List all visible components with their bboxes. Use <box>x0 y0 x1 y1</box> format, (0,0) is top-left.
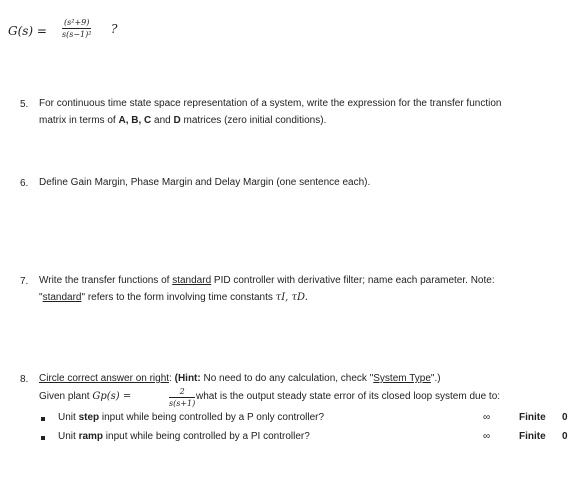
transfer-function-lhs: G(s) = <box>8 24 47 38</box>
bullet-bold-ramp: ramp <box>78 431 104 442</box>
q7-text-part: Write the transfer functions of <box>39 275 173 286</box>
bullet-text: input while being controlled by a PI controller? <box>103 431 310 442</box>
question-number: 6. <box>20 178 29 189</box>
q8-bullet-ramp <box>58 431 310 442</box>
answer-finite[interactable]: Finite <box>519 412 546 423</box>
answer-infinity[interactable]: ∞ <box>483 431 491 442</box>
question-7-text <box>39 272 495 306</box>
bullet-text: Unit <box>58 412 79 423</box>
q5-text-part: matrix in terms of <box>39 115 119 126</box>
answer-finite[interactable]: Finite <box>519 431 546 442</box>
answer-infinity[interactable]: ∞ <box>483 412 491 423</box>
q5-matrix-d: D <box>173 115 181 126</box>
q8-plant-label: Gp(s) = <box>92 391 132 402</box>
q7-time-constants: τI, τD. <box>275 292 308 303</box>
fraction-bar <box>169 397 195 398</box>
q5-text-part: matrices (zero initial conditions). <box>180 115 327 126</box>
bullet-marker <box>41 417 45 421</box>
answer-zero[interactable]: 0 <box>562 431 568 442</box>
q8-text-part: ".) <box>430 373 441 384</box>
q8-line-2-rest: what is the output steady state error of its closed loop system due to: <box>196 391 501 402</box>
q7-underlined-standard: standard <box>42 292 82 303</box>
q7-text-part: " <box>39 292 43 303</box>
q8-hint-label: (Hint: <box>174 373 201 384</box>
plant-numerator: 2 <box>179 387 185 396</box>
question-6-text: Define Gain Margin, Phase Margin and Delay Margin (one sentence each). <box>39 177 371 188</box>
q5-matrices-abc: A, B, C <box>118 115 152 126</box>
bullet-text: input while being controlled by a P only controller? <box>99 412 325 423</box>
bullet-marker <box>41 436 45 440</box>
question-7-line-1 <box>39 272 495 289</box>
q8-bullet-step <box>58 412 324 423</box>
question-7-line-2 <box>39 289 495 306</box>
q8-instruction: Circle correct answer on right <box>39 373 170 384</box>
q8-text-part: : <box>169 373 175 384</box>
fraction-bar <box>62 28 91 29</box>
question-mark: ? <box>111 22 118 36</box>
transfer-function-denominator: s(s−1)² <box>62 30 92 39</box>
question-5-line-2 <box>39 112 501 129</box>
q7-text-part: PID controller with derivative filter; name each parameter. Note: <box>211 275 495 286</box>
question-5-line-1: For continuous time state space representation of a system, write the expression for the transfer function <box>39 98 502 109</box>
q8-text-part: Given plant <box>39 391 93 402</box>
q7-text-part: " refers to the form involving time constants <box>81 292 276 303</box>
question-number: 7. <box>20 276 29 287</box>
q8-line-2 <box>39 391 131 402</box>
q8-text-part: No need to do any calculation, check " <box>200 373 374 384</box>
transfer-function-numerator: (s²+9) <box>64 18 90 27</box>
question-number: 8. <box>20 374 29 385</box>
question-5-text <box>39 95 501 129</box>
plant-denominator: s(s+1) <box>169 399 196 408</box>
question-8-line-1 <box>39 370 441 387</box>
q8-system-type: System Type <box>373 373 431 384</box>
bullet-bold-step: step <box>78 412 100 423</box>
q5-text-part: and <box>151 115 174 126</box>
bullet-text: Unit <box>58 431 79 442</box>
transfer-function-fraction <box>62 18 91 39</box>
question-number: 5. <box>20 99 29 110</box>
q7-underlined-standard: standard <box>172 275 212 286</box>
plant-fraction <box>169 387 195 408</box>
answer-zero[interactable]: 0 <box>562 412 568 423</box>
